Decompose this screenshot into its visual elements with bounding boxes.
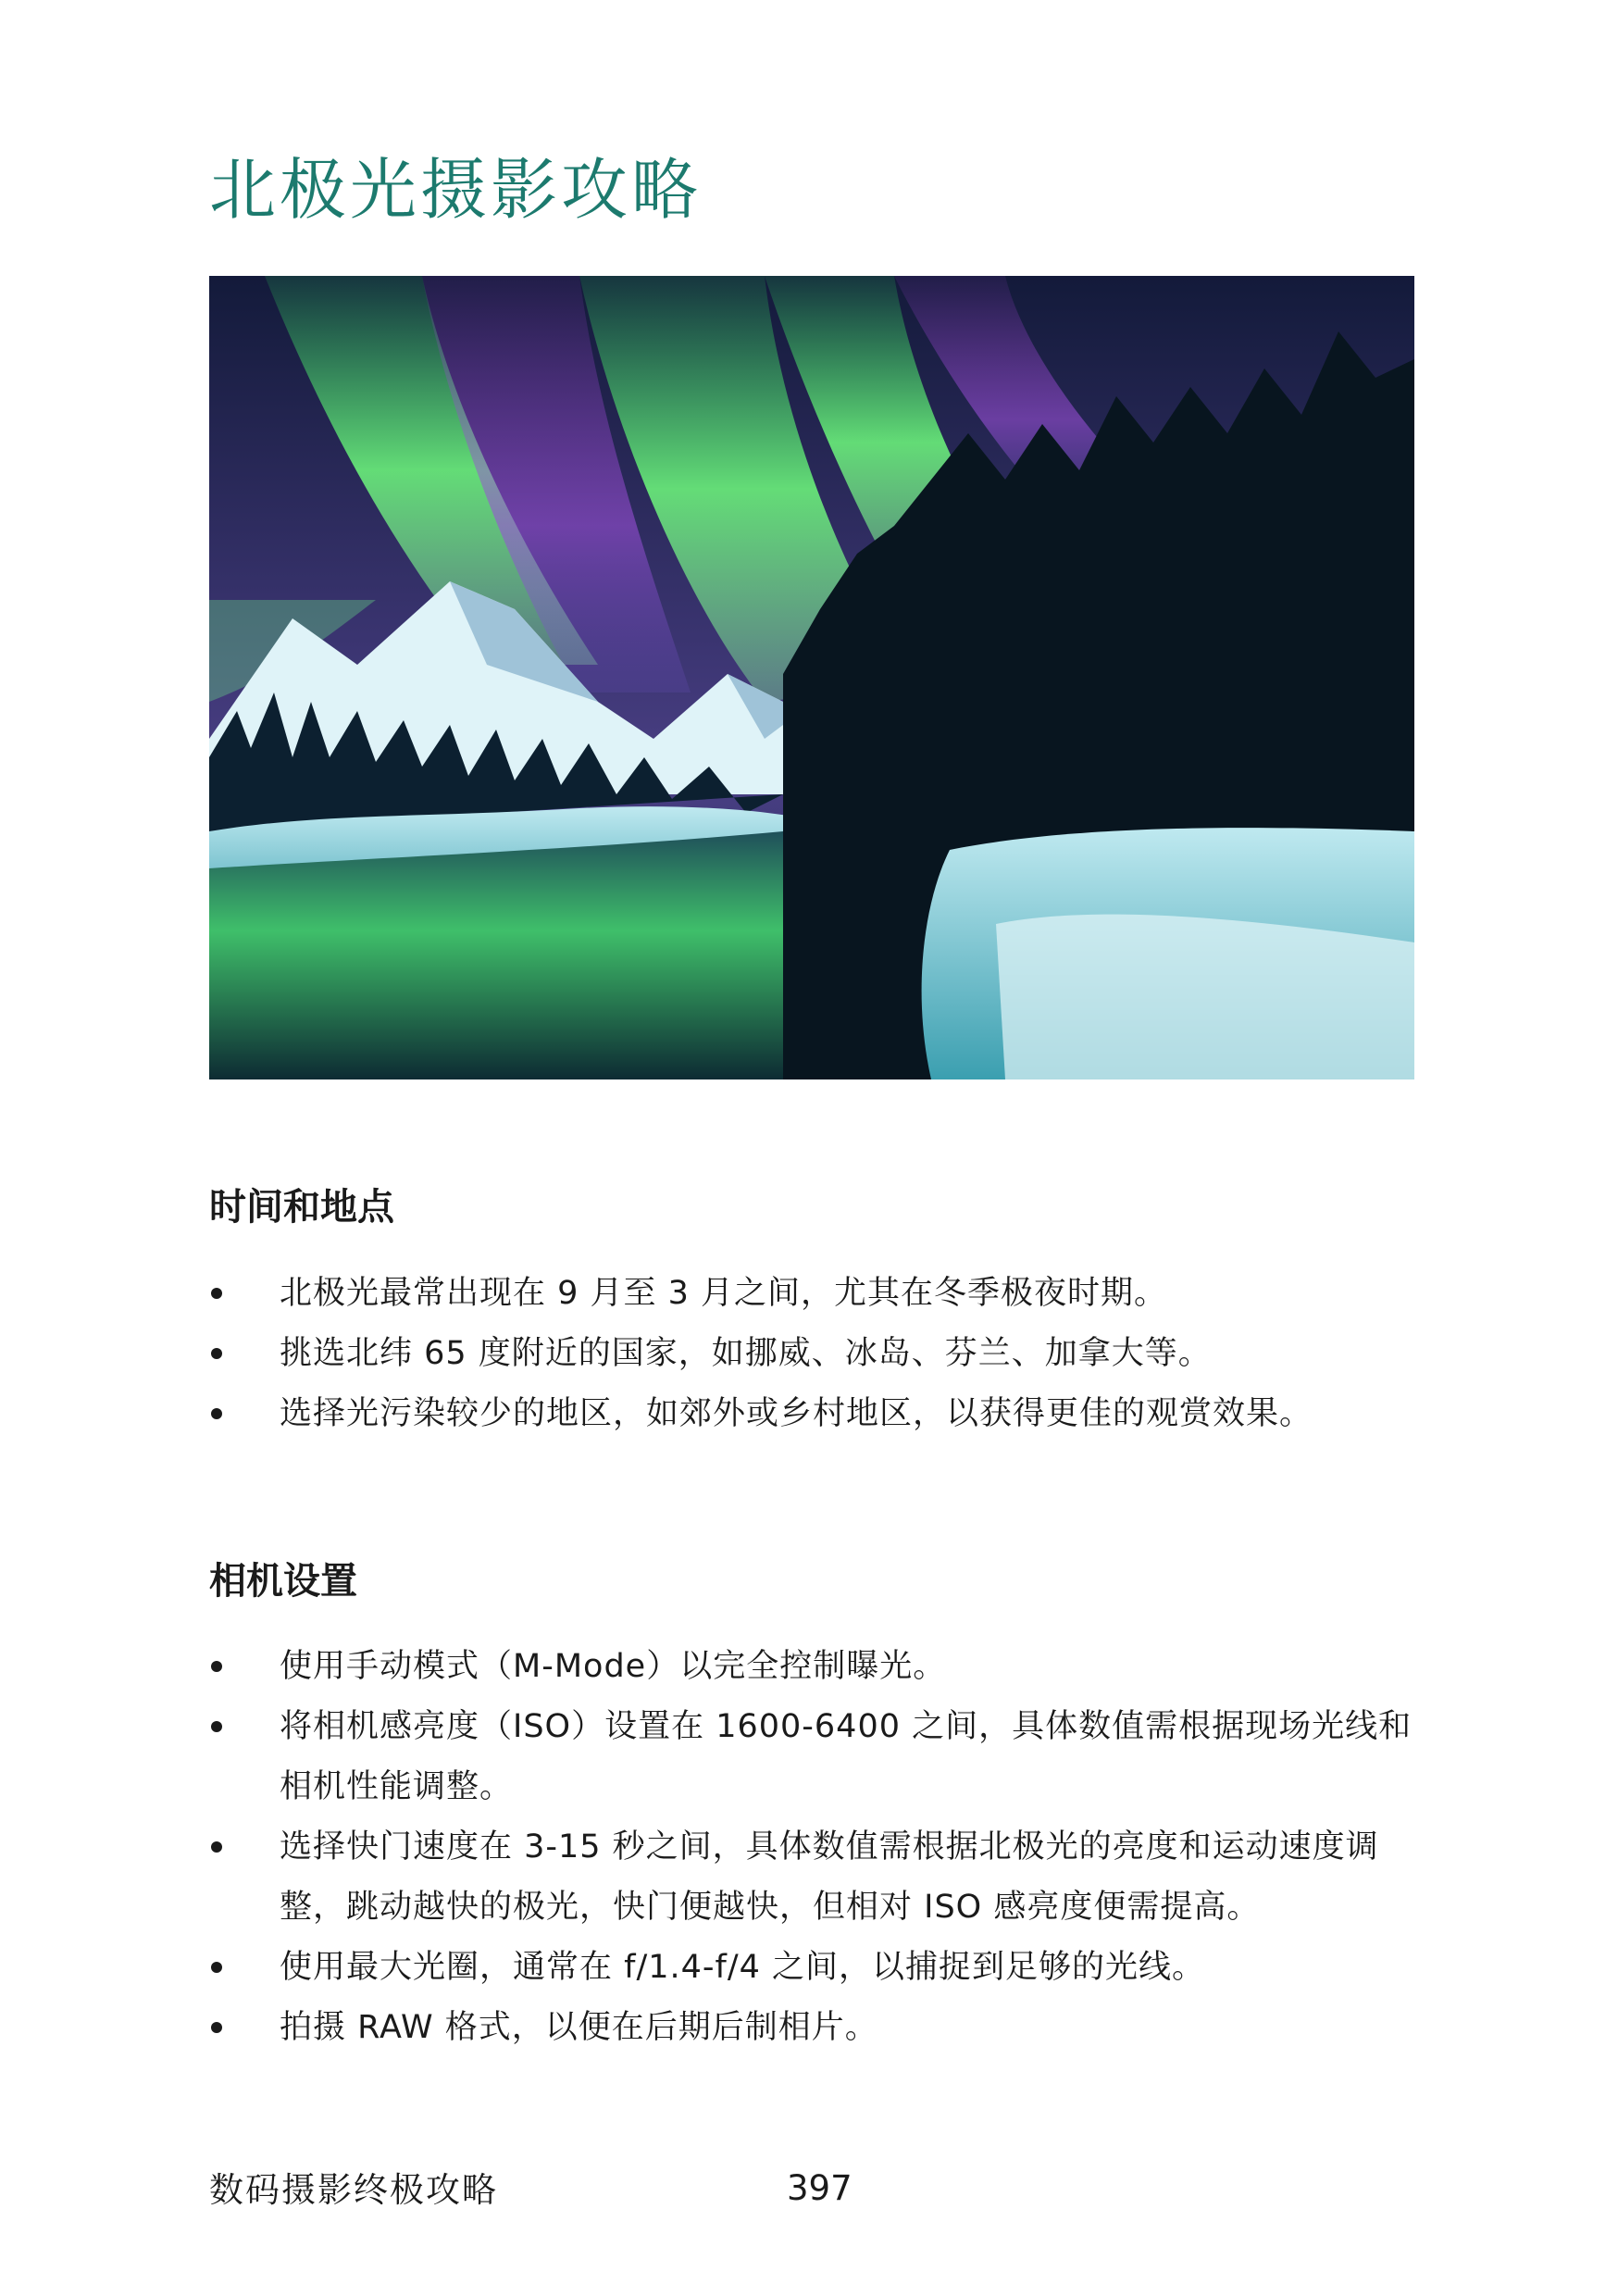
bullet-icon [211, 1721, 222, 1732]
bullet-icon [211, 1661, 222, 1672]
list-item: 挑选北纬 65 度附近的国家，如挪威、冰岛、芬兰、加拿大等。 [209, 1324, 1440, 1384]
footer-book-title: 数码摄影终极攻略 [209, 2170, 498, 2210]
bullet-icon [211, 2022, 222, 2033]
section-heading-camera-settings: 相机设置 [209, 1560, 357, 1603]
list-item: 选择快门速度在 3-15 秒之间，具体数值需根据北极光的亮度和运动速度调整，跳动越快的极光，快门便越快，但相对 ISO 感亮度便需提高。 [209, 1817, 1440, 1938]
bullet-icon [211, 1841, 222, 1853]
list-item: 选择光污染较少的地区，如郊外或乡村地区，以获得更佳的观赏效果。 [209, 1384, 1440, 1444]
bullet-icon [211, 1288, 222, 1299]
list-item: 拍摄 RAW 格式，以便在后期后制相片。 [209, 1998, 1440, 2058]
bullet-icon [211, 1962, 222, 1973]
list-item: 将相机感亮度（ISO）设置在 1600-6400 之间，具体数值需根据现场光线和相机性能调整。 [209, 1697, 1440, 1817]
list-item: 使用手动模式（M-Mode）以完全控制曝光。 [209, 1637, 1440, 1697]
camera-settings-list [209, 1637, 1440, 2058]
section-heading-time-location: 时间和地点 [209, 1186, 394, 1229]
time-location-list [209, 1264, 1440, 1444]
aurora-landscape-image [209, 276, 1414, 1079]
list-item: 使用最大光圈，通常在 f/1.4-f/4 之间，以捕捉到足够的光线。 [209, 1938, 1440, 1998]
page-number: 397 [787, 2168, 853, 2208]
list-item: 北极光最常出现在 9 月至 3 月之间，尤其在冬季极夜时期。 [209, 1264, 1440, 1324]
bullet-icon [211, 1408, 222, 1419]
aurora-photo [209, 276, 1414, 1079]
bullet-icon [211, 1348, 222, 1359]
page-title: 北极光摄影攻略 [209, 151, 703, 229]
